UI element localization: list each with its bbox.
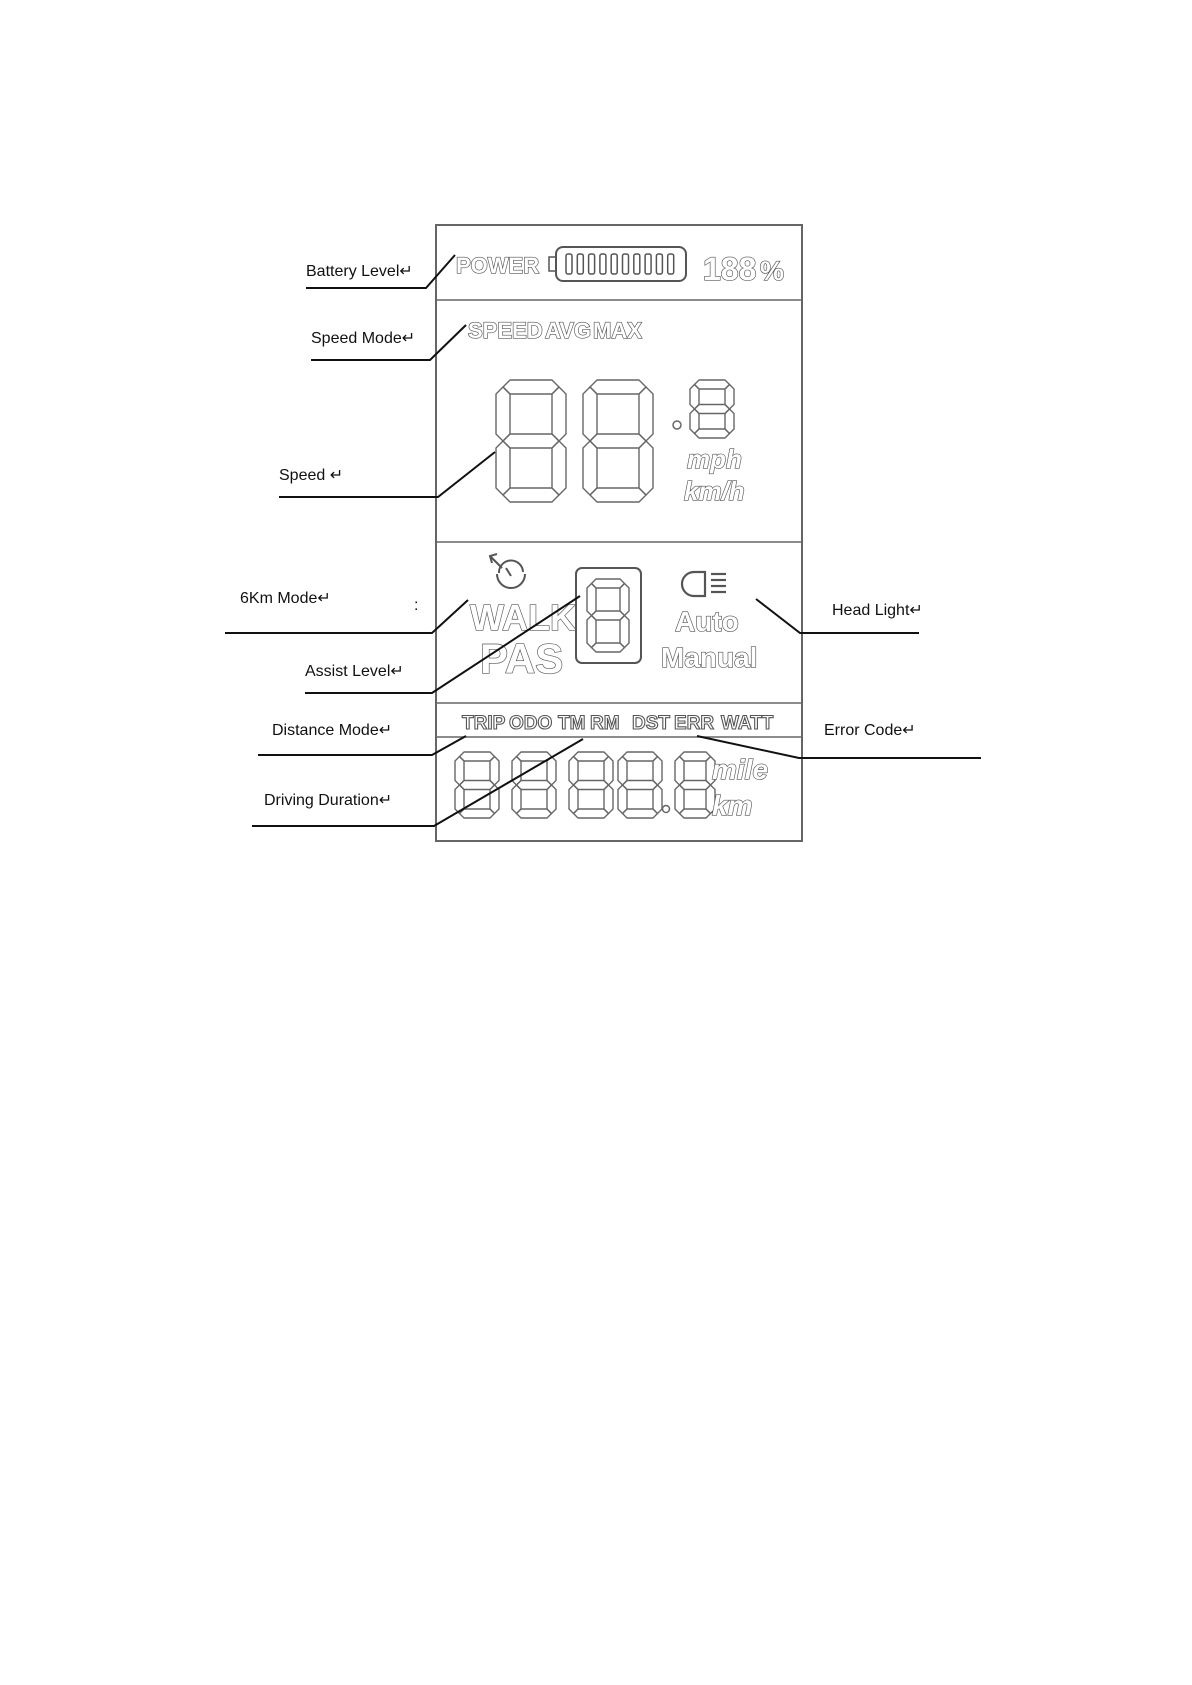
callout-6km-mode: 6Km Mode↵ [240, 590, 331, 607]
callout-error-code: Error Code↵ [824, 722, 916, 739]
battery-cell [645, 254, 651, 274]
speed-decimal-point [673, 421, 681, 429]
speed-digit-tenths [690, 380, 734, 438]
distance-digit-4 [618, 752, 662, 818]
callout-assist-level: Assist Level↵ [305, 663, 404, 680]
distance-mode-rm: RM [590, 713, 620, 734]
distance-digit-2 [512, 752, 556, 818]
battery-cell [566, 254, 572, 274]
battery-cell [634, 254, 640, 274]
distance-digit-1 [455, 752, 499, 818]
assist-level-box [576, 568, 641, 663]
battery-icon [549, 247, 686, 281]
unit-kmh: km/h [684, 476, 745, 506]
unit-mile: mile [712, 754, 769, 785]
battery-cell [611, 254, 617, 274]
distance-mode-odo: ODO [509, 713, 553, 734]
callout-speed: Speed ↵ [279, 467, 344, 484]
battery-cell [577, 254, 583, 274]
headlight-icon [682, 572, 726, 596]
distance-decimal-point [663, 806, 670, 813]
light-manual-label: Manual [661, 642, 758, 673]
distance-digit-3 [569, 752, 613, 818]
callout-head-light: Head Light↵ [832, 602, 923, 619]
battery-percent-digits: 188 [703, 251, 757, 287]
battery-cell [623, 254, 629, 274]
battery-cell [600, 254, 606, 274]
callout-speed-mode: Speed Mode↵ [311, 330, 416, 347]
distance-digit-tenths [675, 752, 715, 818]
walk-assist-icon [490, 554, 525, 588]
speed-mode-max: MAX [593, 318, 642, 343]
distance-mode-err: ERR [674, 713, 715, 734]
speed-digit-tens [496, 380, 566, 502]
stray-colon: : [414, 597, 419, 614]
percent-sign: % [760, 256, 785, 286]
distance-mode-watt: WATT [721, 713, 774, 734]
distance-digits [455, 752, 715, 818]
speed-mode-avg: AVG [545, 318, 592, 343]
battery-cell [589, 254, 595, 274]
distance-mode-dst: DST [632, 713, 670, 734]
battery-cell [656, 254, 662, 274]
pas-label: PAS [480, 635, 564, 682]
walk-label: WALK [470, 597, 576, 638]
callout-distance-mode: Distance Mode↵ [272, 722, 393, 739]
power-label: POWER [456, 253, 540, 278]
distance-mode-tm: TM [558, 713, 586, 734]
callout-driving-duration: Driving Duration↵ [264, 792, 393, 809]
light-auto-label: Auto [675, 606, 739, 637]
assist-level-digit [587, 579, 629, 652]
assist-digit-segments [587, 579, 629, 652]
callout-battery-level: Battery Level↵ [306, 263, 413, 280]
speed-digit-ones [583, 380, 653, 502]
distance-mode-trip: TRIP [462, 713, 506, 734]
speed-mode-speed: SPEED [468, 318, 543, 343]
battery-cell [668, 254, 674, 274]
unit-km: km [712, 790, 753, 821]
unit-mph: mph [687, 444, 742, 474]
